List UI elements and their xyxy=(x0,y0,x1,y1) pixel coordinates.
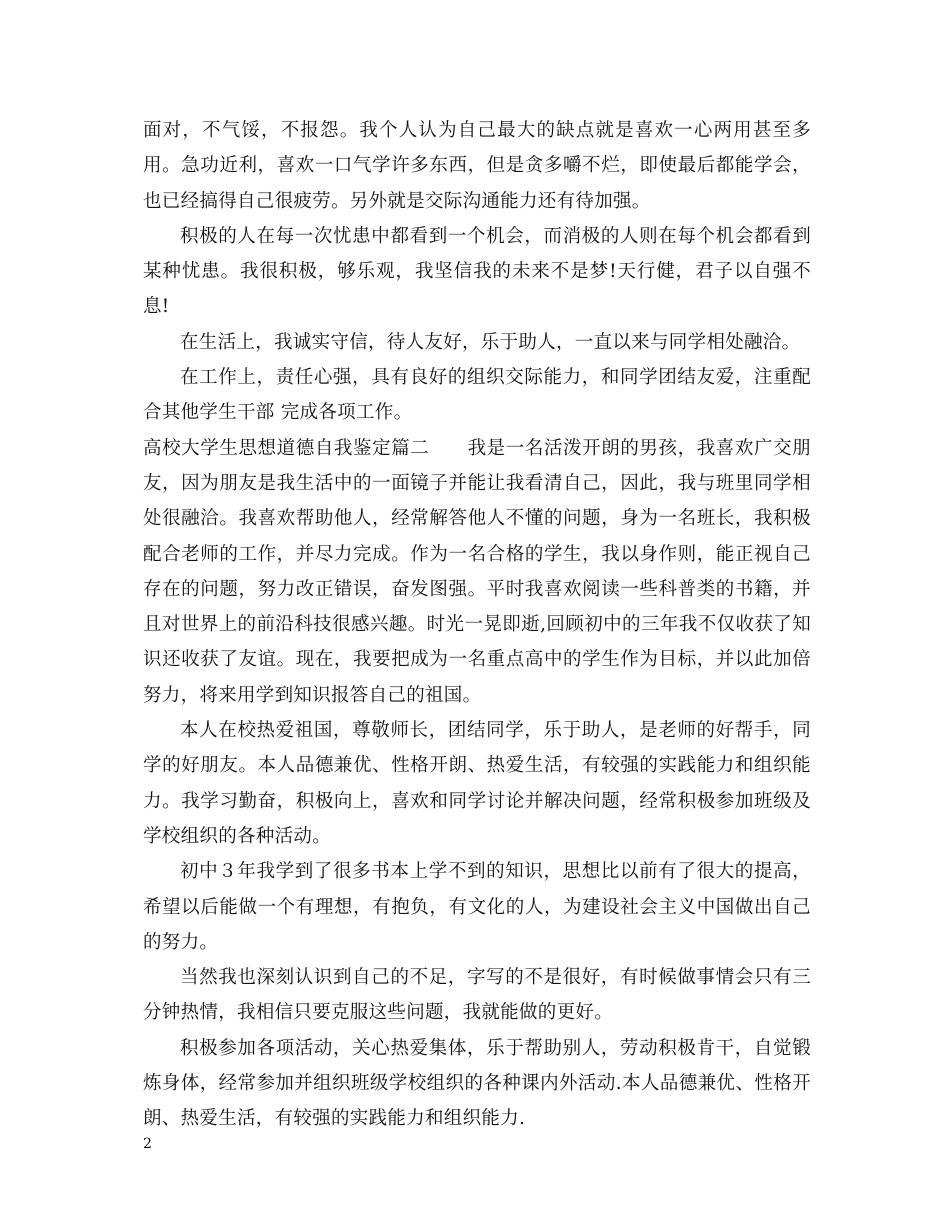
page-number: 2 xyxy=(143,1136,152,1152)
paragraph: 积极参加各项活动，关心热爱集体，乐于帮助别人，劳动积极肯干，自觉锻炼身体，经常参加并组织班级学校组织的各种课内外活动.本人品德兼优、性格开朗、热爱生活，有较强的实践能力和组织能力. xyxy=(143,1037,811,1130)
paragraph: 当然我也深刻认识到自己的不足，字写的不是很好，有时候做事情会只有三分钟热情，我相信只要克服这些问题，我就能做的更好。 xyxy=(143,967,811,1024)
paragraph: 在工作上，责任心强，具有良好的组织交际能力，和同学团结友爱，注重配合其他学生干部 完成各项工作。 xyxy=(143,367,811,424)
paragraph: 面对，不气馁，不报怨。我个人认为自己最大的缺点就是喜欢一心两用甚至多用。急功近利，喜欢一口气学许多东西，但是贪多嚼不烂，即使最后都能学会，也已经搞得自己很疲劳。另外就是交际沟通能力还有待加强。 xyxy=(143,120,811,212)
paragraph: 积极的人在每一次忧患中都看到一个机会，而消极的人则在每个机会都看到某种忧患。我很积极，够乐观，我坚信我的未来不是梦!天行健，君子以自强不息! xyxy=(143,225,811,318)
paragraph: 在生活上，我诚实守信，待人友好，乐于助人，一直以来与同学相处融洽。 xyxy=(180,331,801,353)
paragraph: 初中３年我学到了很多书本上学不到的知识，思想比以前有了很大的提高，希望以后能做一个有理想，有抱负，有文化的人，为建设社会主义中国做出自己的努力。 xyxy=(143,861,811,953)
section-heading-paragraph: 高校大学生思想道德自我鉴定篇二 我是一名活泼开朗的男孩，我喜欢广交朋友，因为朋友是我生活中的一面镜子并能让我看清自己，因此，我与班里同学相处很融洽。我喜欢帮助他人，经常解答他人不懂的问题，身为一名班长，我积极配合老师的工作，并尽力完成。作为一名合格的学生，我以身作则，能正视自己存在的问题，努力改正错误，奋发图强。平时我喜欢阅读一些科普类的书籍，并且对世界上的前沿科技很感兴趣。时光一晃即逝,回顾初中的三年我不仅收获了知识还收获了友谊。现在，我要把成为一名重点高中的学生作为目标，并以此加倍努力，将来用学到知识报答自己的祖国。 xyxy=(143,437,811,706)
paragraph: 本人在校热爱祖国，尊敬师长，团结同学，乐于助人，是老师的好帮手，同学的好朋友。本人品德兼优、性格开朗、热爱生活，有较强的实践能力和组织能力。我学习勤奋，积极向上，喜欢和同学讨论并解决问题，经常积极参加班级及学校组织的各种活动。 xyxy=(143,720,811,847)
document-body xyxy=(143,113,811,1137)
